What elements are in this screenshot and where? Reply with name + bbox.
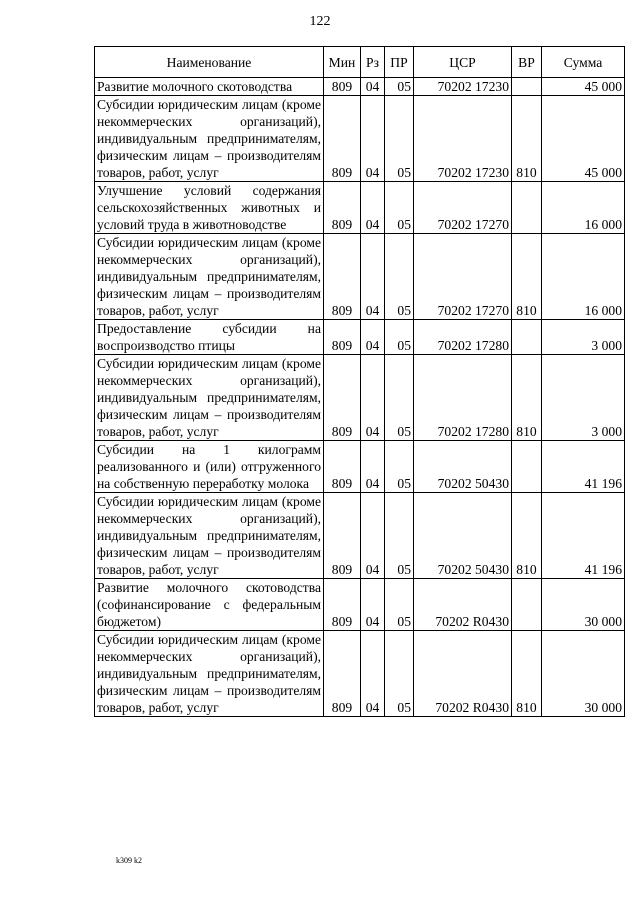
row-sum: 16 000 bbox=[542, 182, 625, 234]
table-row bbox=[95, 182, 625, 234]
row-name: Субсидии юридическим лицам (кроме некоммерческих организаций), индивидуальным предпринимателям, физическим лицам – производителям товаров, работ, услуг bbox=[95, 96, 324, 182]
row-name: Развитие молочного скотоводства (софинансирование с федеральным бюджетом) bbox=[95, 579, 324, 631]
table-row bbox=[95, 78, 625, 96]
table-row bbox=[95, 320, 625, 355]
row-sum: 3 000 bbox=[542, 355, 625, 441]
row-csr: 70202 17280 bbox=[414, 320, 512, 355]
column-header-sum: Сумма bbox=[542, 47, 625, 78]
row-min: 809 bbox=[324, 355, 361, 441]
row-csr: 70202 R0430 bbox=[414, 579, 512, 631]
row-rz: 04 bbox=[361, 182, 385, 234]
row-rz: 04 bbox=[361, 493, 385, 579]
row-sum: 41 196 bbox=[542, 441, 625, 493]
row-vr bbox=[512, 441, 542, 493]
row-rz: 04 bbox=[361, 579, 385, 631]
row-min: 809 bbox=[324, 96, 361, 182]
row-pr: 05 bbox=[385, 182, 414, 234]
row-sum: 3 000 bbox=[542, 320, 625, 355]
column-header-vr: ВР bbox=[512, 47, 542, 78]
row-csr: 70202 R0430 bbox=[414, 631, 512, 717]
row-vr: 810 bbox=[512, 493, 542, 579]
row-min: 809 bbox=[324, 579, 361, 631]
row-pr: 05 bbox=[385, 234, 414, 320]
budget-table bbox=[94, 46, 625, 717]
page-number: 122 bbox=[309, 14, 331, 29]
row-csr: 70202 50430 bbox=[414, 493, 512, 579]
table-row bbox=[95, 579, 625, 631]
row-min: 809 bbox=[324, 320, 361, 355]
row-pr: 05 bbox=[385, 96, 414, 182]
row-csr: 70202 17280 bbox=[414, 355, 512, 441]
row-sum: 30 000 bbox=[542, 579, 625, 631]
row-name: Субсидии юридическим лицам (кроме некоммерческих организаций), индивидуальным предпринимателям, физическим лицам – производителям товаров, работ, услуг bbox=[95, 631, 324, 717]
row-name: Субсидии на 1 килограмм реализованного и (или) отгруженного на собственную переработку молока bbox=[95, 441, 324, 493]
row-min: 809 bbox=[324, 78, 361, 96]
table-header-row bbox=[95, 47, 625, 78]
row-vr bbox=[512, 78, 542, 96]
row-rz: 04 bbox=[361, 355, 385, 441]
row-csr: 70202 17230 bbox=[414, 96, 512, 182]
row-csr: 70202 50430 bbox=[414, 441, 512, 493]
row-vr: 810 bbox=[512, 631, 542, 717]
row-rz: 04 bbox=[361, 631, 385, 717]
row-vr bbox=[512, 579, 542, 631]
column-header-csr: ЦСР bbox=[414, 47, 512, 78]
footer-document-code: k309 k2 bbox=[116, 856, 142, 865]
row-csr: 70202 17230 bbox=[414, 78, 512, 96]
row-sum: 41 196 bbox=[542, 493, 625, 579]
row-pr: 05 bbox=[385, 320, 414, 355]
row-min: 809 bbox=[324, 182, 361, 234]
row-vr: 810 bbox=[512, 96, 542, 182]
row-name: Субсидии юридическим лицам (кроме некоммерческих организаций), индивидуальным предпринимателям, физическим лицам – производителям товаров, работ, услуг bbox=[95, 493, 324, 579]
row-sum: 30 000 bbox=[542, 631, 625, 717]
row-sum: 45 000 bbox=[542, 96, 625, 182]
row-min: 809 bbox=[324, 441, 361, 493]
row-pr: 05 bbox=[385, 441, 414, 493]
column-header-rz: Рз bbox=[361, 47, 385, 78]
row-pr: 05 bbox=[385, 579, 414, 631]
table-row bbox=[95, 631, 625, 717]
table-row bbox=[95, 355, 625, 441]
row-min: 809 bbox=[324, 493, 361, 579]
row-name: Развитие молочного скотоводства bbox=[95, 78, 324, 96]
row-name: Предоставление субсидии на воспроизводство птицы bbox=[95, 320, 324, 355]
row-csr: 70202 17270 bbox=[414, 182, 512, 234]
row-rz: 04 bbox=[361, 96, 385, 182]
row-vr bbox=[512, 320, 542, 355]
row-rz: 04 bbox=[361, 441, 385, 493]
row-pr: 05 bbox=[385, 631, 414, 717]
row-vr: 810 bbox=[512, 234, 542, 320]
column-header-pr: ПР bbox=[385, 47, 414, 78]
row-min: 809 bbox=[324, 631, 361, 717]
row-name: Субсидии юридическим лицам (кроме некоммерческих организаций), индивидуальным предпринимателям, физическим лицам – производителям товаров, работ, услуг bbox=[95, 234, 324, 320]
row-min: 809 bbox=[324, 234, 361, 320]
row-rz: 04 bbox=[361, 78, 385, 96]
row-rz: 04 bbox=[361, 320, 385, 355]
table-row bbox=[95, 234, 625, 320]
row-vr: 810 bbox=[512, 355, 542, 441]
row-sum: 45 000 bbox=[542, 78, 625, 96]
row-csr: 70202 17270 bbox=[414, 234, 512, 320]
row-name: Улучшение условий содержания сельскохозяйственных животных и условий труда в животноводстве bbox=[95, 182, 324, 234]
row-vr bbox=[512, 182, 542, 234]
row-sum: 16 000 bbox=[542, 234, 625, 320]
table-row bbox=[95, 441, 625, 493]
table-row bbox=[95, 96, 625, 182]
row-pr: 05 bbox=[385, 78, 414, 96]
column-header-name: Наименование bbox=[95, 47, 324, 78]
row-pr: 05 bbox=[385, 355, 414, 441]
column-header-min: Мин bbox=[324, 47, 361, 78]
row-rz: 04 bbox=[361, 234, 385, 320]
table-row bbox=[95, 493, 625, 579]
row-name: Субсидии юридическим лицам (кроме некоммерческих организаций), индивидуальным предпринимателям, физическим лицам – производителям товаров, работ, услуг bbox=[95, 355, 324, 441]
row-pr: 05 bbox=[385, 493, 414, 579]
